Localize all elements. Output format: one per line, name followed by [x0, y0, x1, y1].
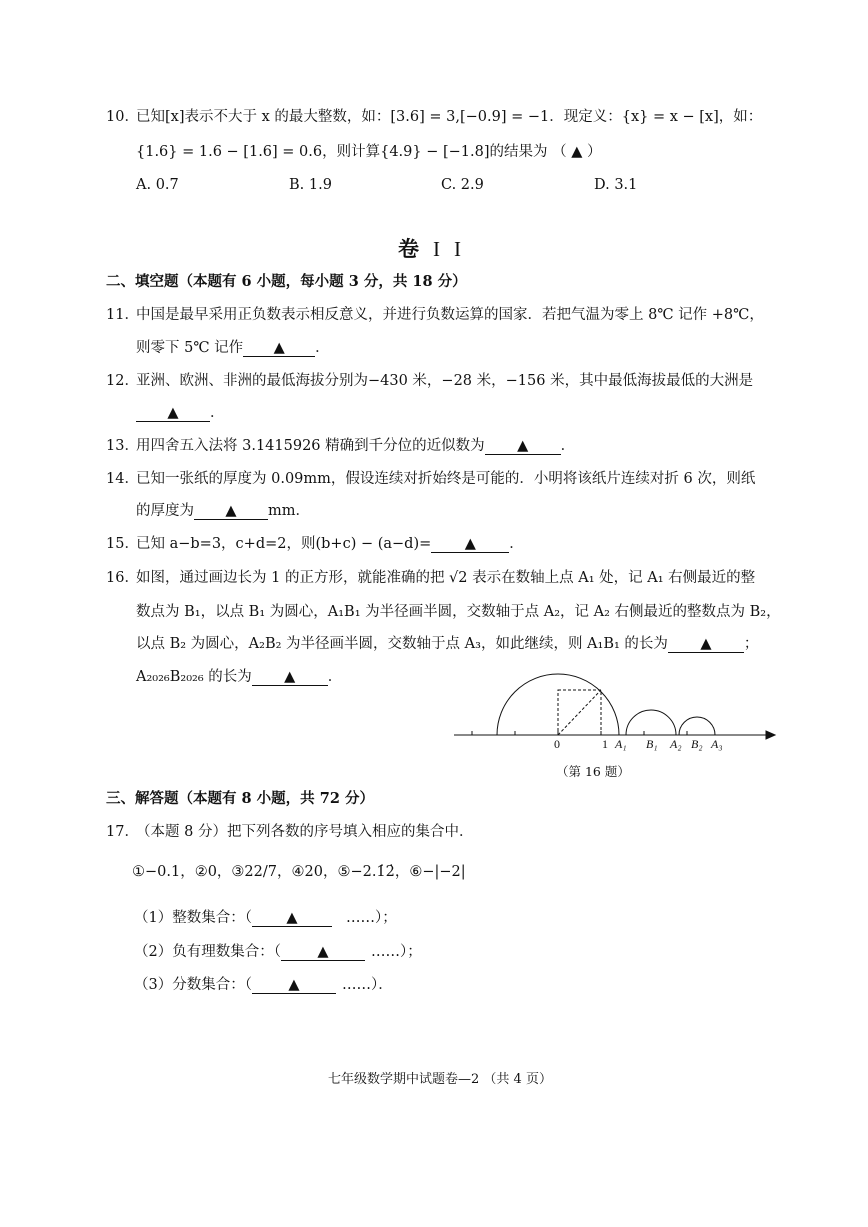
semicircle-b1	[626, 710, 676, 735]
label-1: 1	[602, 737, 608, 751]
number-line-arrow-icon	[766, 731, 775, 739]
q16-stem-line3: 以点 B₂ 为圆心，A₂B₂ 为半径画半圆，交数轴于点 A₃，如此继续，则 A₁B₁ 的长为	[136, 636, 668, 652]
q15-end: ．	[509, 536, 524, 552]
q12-answer-blank: ▲	[136, 405, 210, 422]
label-b2: B₂	[691, 737, 703, 751]
q17-set1-label: （1）整数集合：（	[134, 910, 252, 926]
semicircle-b2	[679, 717, 715, 735]
q14-stem-line2: 的厚度为	[136, 503, 194, 519]
q14-number: 14．	[106, 471, 139, 487]
q16-answer-blank-1: ▲	[668, 636, 744, 653]
q17-intro: （本题 8 分）把下列各数的序号填入相应的集合中．	[136, 824, 474, 840]
q16-caption: （第 16 题）	[556, 764, 630, 779]
q11-stem-line1: 中国是最早采用正负数表示相反意义，并进行负数运算的国家．若把气温为零上 8℃ 记作 +8℃，	[136, 307, 764, 323]
q10-option-c: C. 2.9	[441, 177, 484, 193]
section2-heading: 二、填空题（本题有 6 小题，每小题 3 分，共 18 分）	[106, 273, 467, 290]
q15-number: 15．	[106, 536, 139, 552]
q12-stem-line1: 亚洲、欧洲、非洲的最低海拔分别为−430 米，−28 米，−156 米，其中最低海拔最低的大洲是	[136, 373, 754, 389]
q16-end: ．	[327, 669, 343, 685]
part2-title-roman: II	[433, 237, 475, 261]
part2-title-juan: 卷	[398, 236, 433, 261]
q17-set3-blank: ▲	[252, 977, 336, 994]
q15-answer-blank: ▲	[431, 536, 509, 553]
q17-set2-end: ……）；	[370, 944, 422, 960]
label-0: 0	[554, 737, 560, 751]
q10-option-b: B. 1.9	[289, 177, 332, 193]
q10-option-a: A. 0.7	[136, 177, 179, 193]
q16-answer-blank-2: ▲	[252, 669, 328, 686]
q12-number: 12．	[106, 373, 139, 389]
q12-end: ．	[210, 405, 225, 421]
square-diagonal	[558, 690, 601, 735]
label-a3: A₃	[711, 737, 723, 751]
q17-numbers: ①−0.1，②0，③22/7，④20，⑤−2.1̇2̇，⑥−|−2|	[132, 864, 466, 880]
q14-unit: mm．	[268, 503, 310, 519]
q13-number: 13．	[106, 438, 139, 454]
q14-stem-line1: 已知一张纸的厚度为 0.09mm，假设连续对折始终是可能的．小明将该纸片连续对折 6 次，则纸	[136, 471, 756, 487]
q17-set3-end: ……）．	[341, 977, 393, 993]
q15-stem: 已知 a−b=3，c+d=2，则(b+c) − (a−d)=	[136, 536, 432, 552]
q11-end: ．	[315, 340, 330, 356]
section3-heading: 三、解答题（本题有 8 小题，共 72 分）	[106, 790, 374, 807]
label-a1: A₁	[615, 737, 627, 751]
q13-answer-blank: ▲	[485, 438, 561, 455]
q11-answer-blank: ▲	[243, 340, 315, 357]
q14-answer-blank: ▲	[194, 503, 268, 520]
q16-stem-line1: 如图，通过画边长为 1 的正方形，就能准确的把 √2 表示在数轴上点 A₁ 处，记 A₁ 右侧最近的整	[136, 570, 756, 586]
q13-stem: 用四舍五入法将 3.1415926 精确到千分位的近似数为	[136, 438, 485, 454]
q16-stem-line4: A₂₀₂₆B₂₀₂₆ 的长为	[136, 669, 252, 685]
q17-number: 17．	[106, 824, 139, 840]
q17-set1-blank: ▲	[252, 910, 332, 927]
q11-stem-line2: 则零下 5℃ 记作	[136, 340, 244, 356]
q10-stem-line2: {1.6} = 1.6 − [1.6] = 0.6，则计算{4.9} − [−1.8]的结果为 （ ▲ ）	[136, 144, 602, 160]
q10-option-d: D. 3.1	[594, 177, 638, 193]
q11-number: 11．	[106, 307, 139, 323]
page-footer: 七年级数学期中试题卷—2 （共 4 页）	[328, 1072, 552, 1087]
q16-semicolon: ；	[743, 636, 759, 652]
q16-stem-line2: 数点为 B₁，以点 B₁ 为圆心，A₁B₁ 为半径画半圆，交数轴于点 A₂，记 A₂ 右侧最近的整数点为 B₂，	[136, 604, 781, 620]
q17-set2-blank: ▲	[281, 944, 365, 961]
q17-set3-label: （3）分数集合：（	[134, 977, 252, 993]
q10-stem-line1: 已知[x]表示不大于 x 的最大整数，如：[3.6] = 3,[−0.9] = −1．现定义：{x} = x − [x]，如：	[136, 109, 763, 125]
q13-end: ．	[560, 438, 576, 454]
q17-set2-label: （2）负有理数集合：（	[134, 944, 281, 960]
q17-set1-end: ……）；	[345, 910, 397, 926]
q16-number: 16．	[106, 570, 139, 586]
label-b1: B₁	[646, 737, 658, 751]
label-a2: A₂	[670, 737, 682, 751]
q10-number: 10．	[106, 109, 139, 125]
